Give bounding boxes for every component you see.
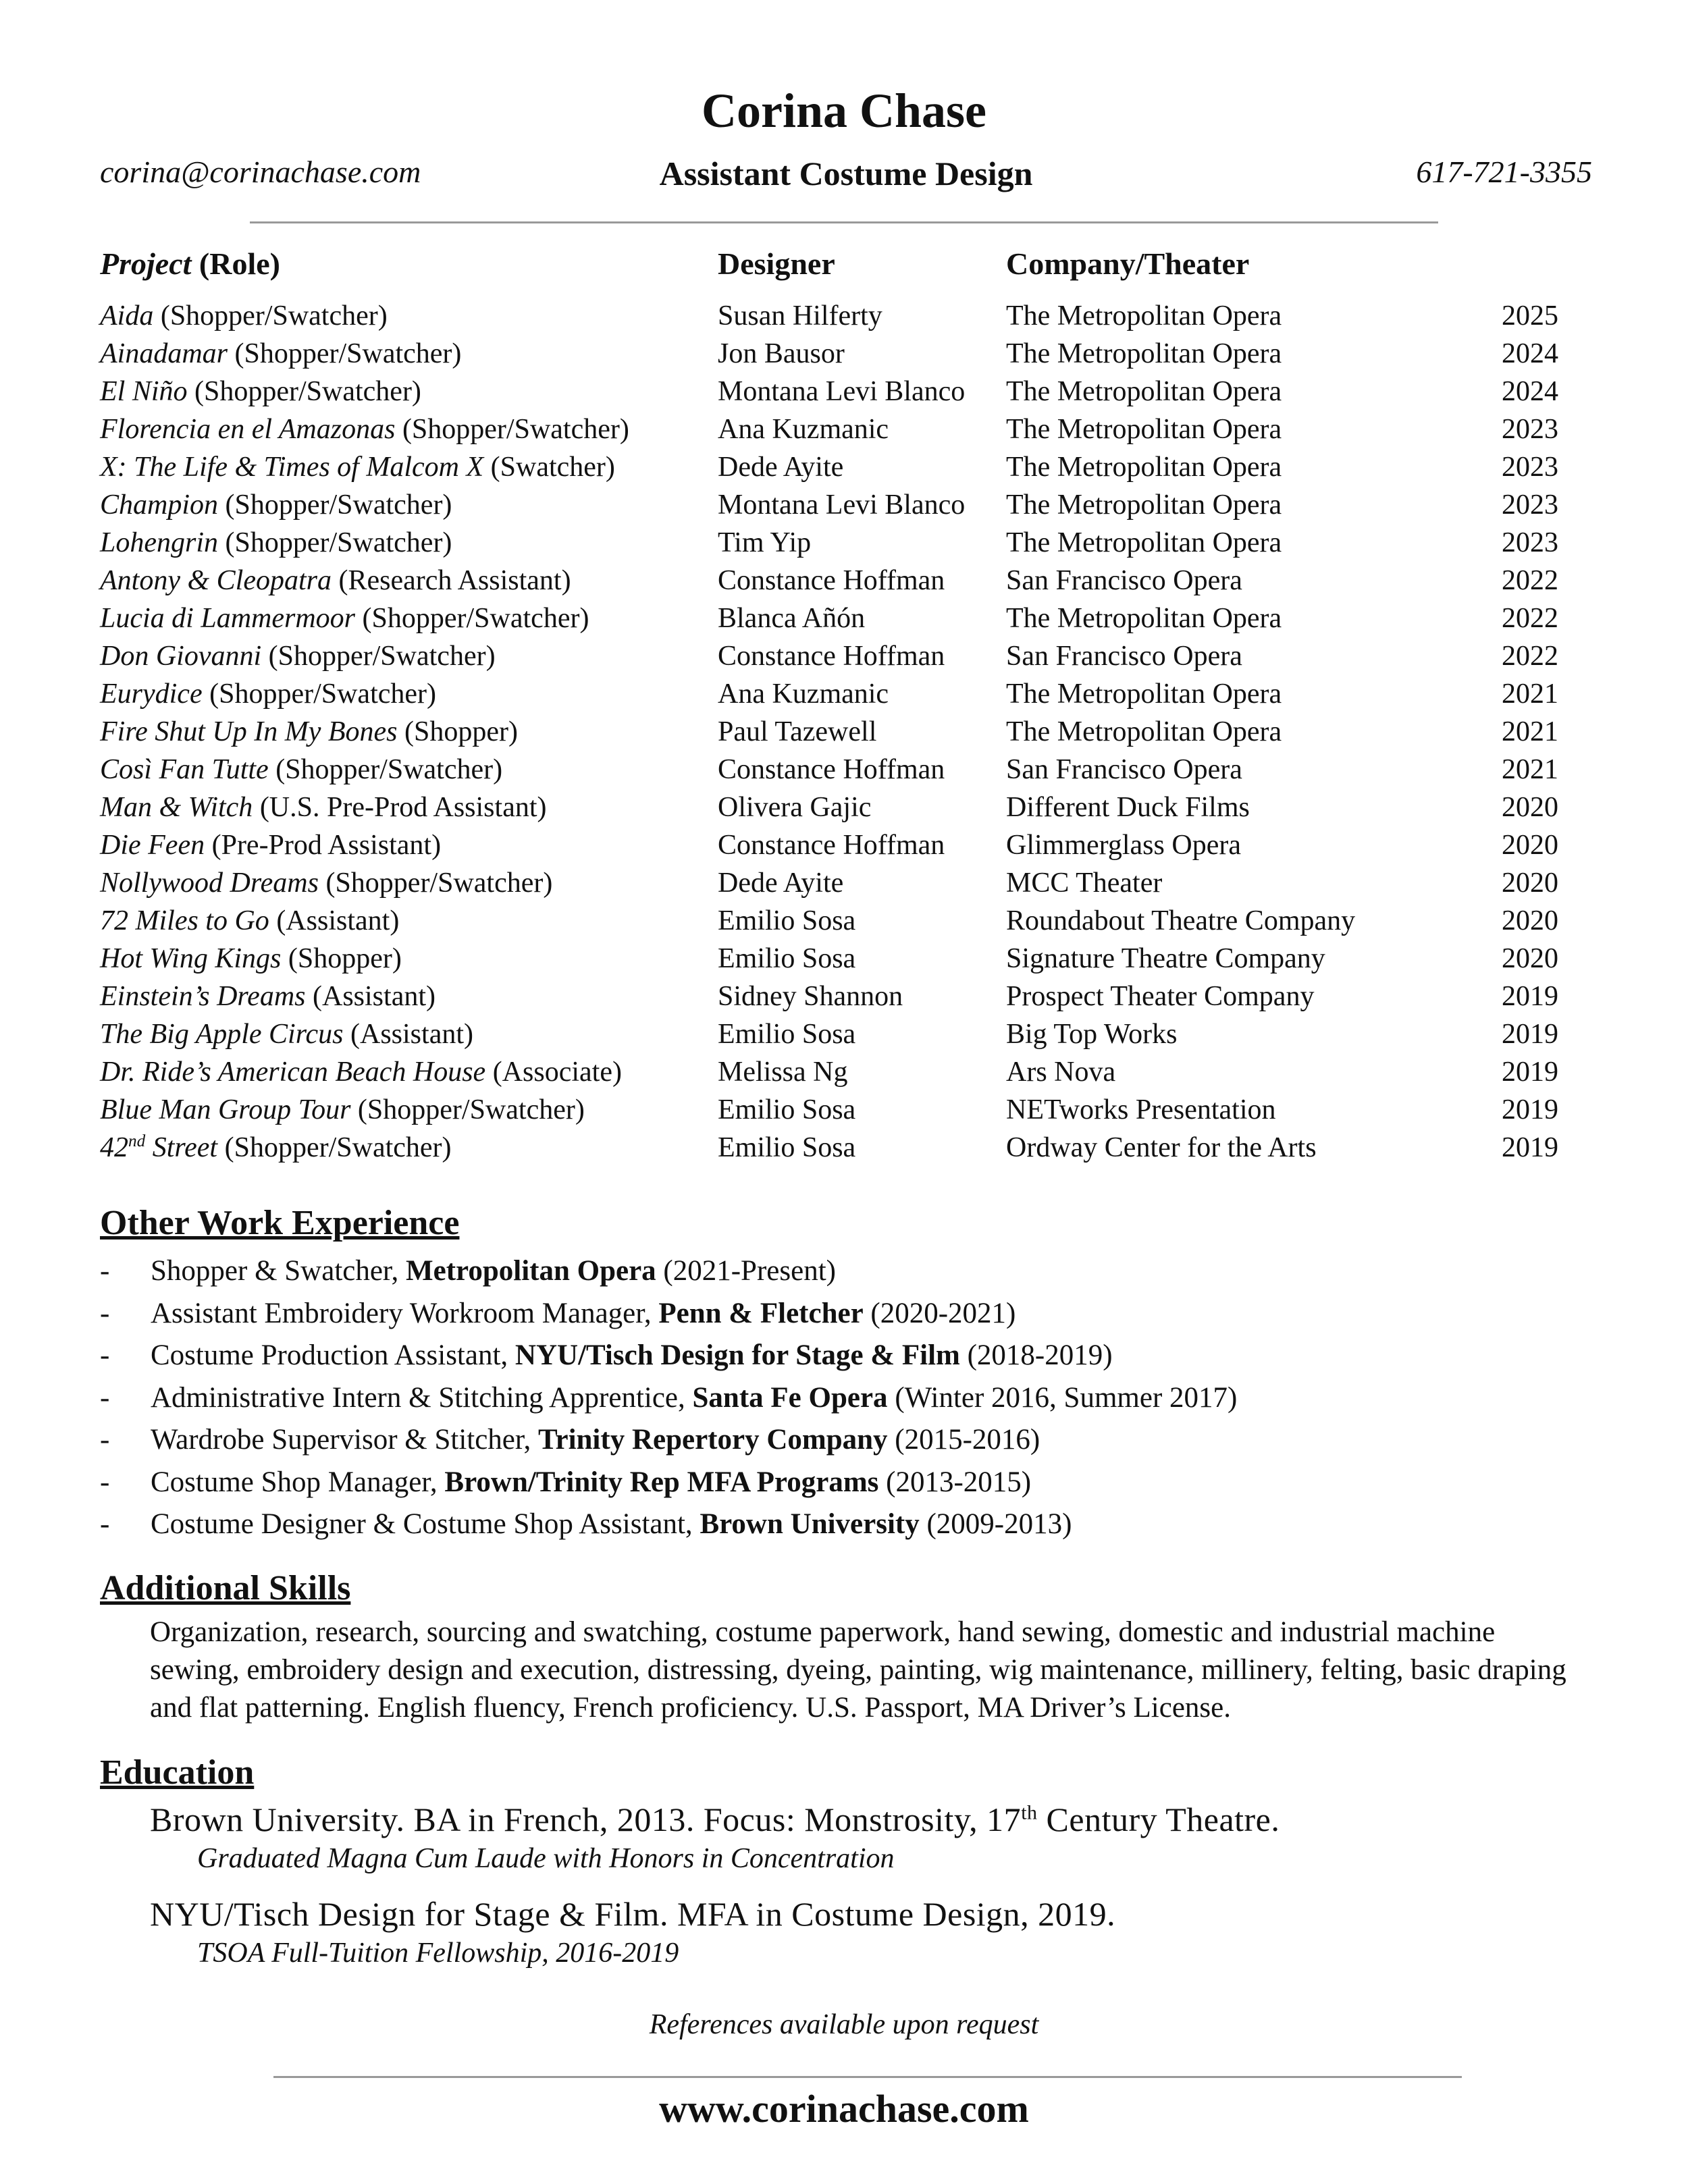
experience-org: Trinity Repertory Company (538, 1424, 888, 1456)
table-row (100, 789, 1558, 826)
credit-title: Hot Wing Kings (100, 943, 282, 974)
skills-title: Additional Skills (100, 1569, 351, 1607)
credit-company: The Metropolitan Opera (1006, 452, 1282, 483)
credit-project (100, 789, 547, 826)
credit-year: 2019 (1502, 1019, 1558, 1050)
credit-title: X: The Life & Times of Malcom X (100, 452, 484, 483)
credit-designer: Ana Kuzmanic (718, 678, 889, 710)
credit-designer: Blanca Añón (718, 603, 866, 634)
credit-company: The Metropolitan Opera (1006, 376, 1282, 407)
table-row (100, 940, 1558, 978)
credit-year: 2023 (1502, 489, 1558, 521)
credit-role: (Shopper/Swatcher) (402, 414, 629, 445)
credit-year: 2023 (1502, 527, 1558, 558)
references-note: References available upon request (649, 2009, 1039, 2040)
credit-role: (Pre-Prod Assistant) (211, 830, 442, 861)
credit-project (100, 1053, 622, 1091)
credit-project (100, 713, 518, 751)
list-item (100, 1462, 1585, 1504)
table-row (100, 410, 1558, 448)
credit-year: 2020 (1502, 830, 1558, 861)
credit-role: (Shopper/Swatcher) (160, 300, 388, 331)
header-designer: Designer (718, 246, 835, 281)
table-row (100, 902, 1558, 940)
credit-designer: Emilio Sosa (718, 1132, 856, 1163)
credit-project (100, 297, 388, 335)
credit-role: (Research Assistant) (338, 565, 571, 596)
credit-project (100, 448, 615, 486)
credit-company: Signature Theatre Company (1006, 943, 1325, 974)
header-project: Project (Role) (100, 246, 280, 281)
credit-year: 2021 (1502, 754, 1558, 785)
table-row (100, 297, 1558, 335)
credit-title: Einstein’s Dreams (100, 981, 306, 1012)
credits-header (100, 244, 1558, 297)
credit-title: El Niño (100, 376, 188, 407)
credit-company: MCC Theater (1006, 868, 1163, 899)
experience-text: Administrative Intern & Stitching Apprentice, Santa Fe Opera (Winter 2016, Summer 2017) (151, 1381, 1238, 1414)
table-row (100, 600, 1558, 637)
credit-title: Florencia en el Amazonas (100, 414, 396, 445)
credit-role: (Shopper) (288, 943, 402, 974)
credit-project (100, 410, 629, 448)
table-row (100, 1015, 1558, 1053)
contact-row (100, 154, 1592, 194)
credit-title: Fire Shut Up In My Bones (100, 716, 398, 747)
table-row (100, 826, 1558, 864)
credit-title: Nollywood Dreams (100, 868, 319, 899)
education-title: Education (100, 1753, 255, 1792)
credit-year: 2022 (1502, 565, 1558, 596)
credit-company: The Metropolitan Opera (1006, 414, 1282, 445)
credit-year: 2025 (1502, 300, 1558, 331)
credit-designer: Sidney Shannon (718, 981, 903, 1012)
credit-company: The Metropolitan Opera (1006, 603, 1282, 634)
credit-project (100, 486, 452, 524)
credit-year: 2023 (1502, 452, 1558, 483)
credit-role: (Shopper) (404, 716, 518, 747)
credit-project (100, 751, 502, 789)
credit-title: Don Giovanni (100, 641, 262, 672)
credit-company: The Metropolitan Opera (1006, 527, 1282, 558)
experience-org: NYU/Tisch Design for Stage & Film (515, 1339, 960, 1371)
credit-designer: Melissa Ng (718, 1057, 848, 1088)
experience-text: Costume Shop Manager, Brown/Trinity Rep MFA Programs (2013-2015) (151, 1466, 1032, 1498)
credit-role: (Shopper/Swatcher) (209, 678, 436, 710)
credit-year: 2019 (1502, 981, 1558, 1012)
credit-designer: Susan Hilferty (718, 300, 882, 331)
skills-text: Organization, research, sourcing and swatching, costume paperwork, hand sewing, domestic and industrial machine sewing, embroidery design and execution, distressing, dyeing, painting, wig maintenance, millinery, felting, basic draping and flat patterning. English fluency, French proficiency. U.S. Passport, MA Driver’s License. (150, 1616, 1566, 1724)
credit-role: (Associate) (492, 1057, 622, 1088)
table-row (100, 1053, 1558, 1091)
credit-year: 2024 (1502, 376, 1558, 407)
credit-role: (Shopper/Swatcher) (225, 489, 452, 521)
credit-designer: Ana Kuzmanic (718, 414, 889, 445)
credit-title: Ainadamar (100, 338, 228, 369)
credit-title: Così Fan Tutte (100, 754, 269, 785)
education-degree: Brown University. BA in French, 2013. Focus: Monstrosity, 17th Century Theatre. (150, 1801, 1280, 1838)
credit-role: (Shopper/Swatcher) (194, 376, 421, 407)
experience-text: Assistant Embroidery Workroom Manager, Penn & Fletcher (2020-2021) (151, 1297, 1016, 1329)
table-row (100, 335, 1558, 373)
credit-designer: Montana Levi Blanco (718, 376, 966, 407)
credit-year: 2020 (1502, 943, 1558, 974)
education-note: Graduated Magna Cum Laude with Honors in Concentration (197, 1843, 895, 1874)
experience-org: Metropolitan Opera (406, 1255, 656, 1287)
bullet-dash: - (100, 1255, 110, 1287)
credit-project (100, 864, 552, 902)
credit-designer: Emilio Sosa (718, 943, 856, 974)
bottom-divider (273, 2076, 1462, 2078)
credit-project (100, 675, 436, 713)
table-row (100, 373, 1558, 410)
credit-company: The Metropolitan Opera (1006, 300, 1282, 331)
credit-project (100, 335, 461, 373)
credit-title: Dr. Ride’s American Beach House (100, 1057, 486, 1088)
credit-designer: Tim Yip (718, 527, 812, 558)
credit-project (100, 600, 589, 637)
credit-company: San Francisco Opera (1006, 641, 1242, 672)
education-entry (150, 1799, 1568, 1877)
credit-title: Die Feen (100, 830, 205, 861)
credits-table (100, 244, 1558, 1167)
credit-company: San Francisco Opera (1006, 565, 1242, 596)
list-item (100, 1293, 1585, 1335)
credit-designer: Dede Ayite (718, 452, 844, 483)
list-item (100, 1503, 1585, 1546)
credit-title: 72 Miles to Go (100, 905, 269, 936)
credit-project (100, 637, 496, 675)
list-item (100, 1377, 1585, 1420)
table-row (100, 1129, 1558, 1167)
credit-company: The Metropolitan Opera (1006, 716, 1282, 747)
credit-title: Aida (100, 300, 154, 331)
credit-role: (Shopper/Swatcher) (224, 1132, 452, 1163)
credit-designer: Emilio Sosa (718, 1019, 856, 1050)
credit-role: (Assistant) (313, 981, 436, 1012)
table-row (100, 637, 1558, 675)
credit-project (100, 826, 441, 864)
credit-title: Champion (100, 489, 219, 521)
credit-title: Lucia di Lammermoor (100, 603, 356, 634)
bullet-dash: - (100, 1339, 110, 1371)
credit-role: (Assistant) (276, 905, 400, 936)
job-title: Assistant Costume Design (659, 155, 1033, 192)
credit-year: 2021 (1502, 678, 1558, 710)
credit-company: Big Top Works (1006, 1019, 1178, 1050)
credit-title: Man & Witch (100, 792, 253, 823)
credit-role: (Assistant) (350, 1019, 473, 1050)
credit-company: The Metropolitan Opera (1006, 489, 1282, 521)
email-link[interactable]: corina@corinachase.com (100, 155, 421, 189)
bullet-dash: - (100, 1424, 110, 1456)
credit-company: The Metropolitan Opera (1006, 338, 1282, 369)
credit-company: Ars Nova (1006, 1057, 1116, 1088)
experience-org: Penn & Fletcher (658, 1297, 864, 1329)
top-divider (250, 221, 1438, 223)
list-item (100, 1419, 1585, 1462)
credit-company: Glimmerglass Opera (1006, 830, 1241, 861)
credit-title: Eurydice (100, 678, 203, 710)
credit-role: (Swatcher) (490, 452, 615, 483)
credit-role: (Shopper/Swatcher) (325, 868, 553, 899)
credit-role: (Shopper/Swatcher) (275, 754, 503, 785)
credit-designer: Constance Hoffman (718, 565, 945, 596)
credit-role: (Shopper/Swatcher) (362, 603, 589, 634)
experience-text: Costume Production Assistant, NYU/Tisch Design for Stage & Film (2018-2019) (151, 1339, 1113, 1371)
experience-org: Brown/Trinity Rep MFA Programs (444, 1466, 879, 1498)
credit-year: 2021 (1502, 716, 1558, 747)
credit-role: (Shopper/Swatcher) (357, 1094, 585, 1125)
bullet-dash: - (100, 1508, 110, 1540)
credit-company: Different Duck Films (1006, 792, 1250, 823)
list-item (100, 1335, 1585, 1377)
credit-title: Lohengrin (100, 527, 219, 558)
credit-year: 2022 (1502, 641, 1558, 672)
credit-project (100, 562, 571, 600)
credit-role: (U.S. Pre-Prod Assistant) (259, 792, 547, 823)
credit-project (100, 524, 452, 562)
credit-title: Antony & Cleopatra (100, 565, 332, 596)
credit-project (100, 1015, 473, 1053)
list-item (100, 1250, 1585, 1293)
credit-rows (100, 297, 1558, 1167)
credit-year: 2019 (1502, 1132, 1558, 1163)
credit-designer: Constance Hoffman (718, 754, 945, 785)
website-link[interactable]: www.corinachase.com (659, 2087, 1029, 2131)
credit-designer: Montana Levi Blanco (718, 489, 966, 521)
table-row (100, 562, 1558, 600)
table-row (100, 713, 1558, 751)
other-work-list (100, 1250, 1585, 1546)
bullet-dash: - (100, 1381, 110, 1414)
credit-designer: Constance Hoffman (718, 641, 945, 672)
credit-project (100, 902, 399, 940)
credit-company: Roundabout Theatre Company (1006, 905, 1356, 936)
credit-title: The Big Apple Circus (100, 1019, 344, 1050)
credit-year: 2019 (1502, 1094, 1558, 1125)
experience-org: Santa Fe Opera (692, 1381, 888, 1414)
credit-designer: Paul Tazewell (718, 716, 877, 747)
credit-role: (Shopper/Swatcher) (234, 338, 462, 369)
credit-year: 2020 (1502, 792, 1558, 823)
bullet-dash: - (100, 1297, 110, 1329)
credit-role: (Shopper/Swatcher) (268, 641, 496, 672)
credit-year: 2024 (1502, 338, 1558, 369)
credit-company: Prospect Theater Company (1006, 981, 1315, 1012)
credit-role: (Shopper/Swatcher) (225, 527, 452, 558)
table-row (100, 1091, 1558, 1129)
table-row (100, 675, 1558, 713)
credit-year: 2019 (1502, 1057, 1558, 1088)
credit-year: 2020 (1502, 905, 1558, 936)
credit-company: Ordway Center for the Arts (1006, 1132, 1317, 1163)
credit-designer: Emilio Sosa (718, 905, 856, 936)
table-row (100, 448, 1558, 486)
table-row (100, 978, 1558, 1015)
credit-title: 42nd Street (100, 1132, 218, 1163)
credit-company: The Metropolitan Opera (1006, 678, 1282, 710)
education-note: TSOA Full-Tuition Fellowship, 2016-2019 (197, 1938, 679, 1969)
education-entry (150, 1894, 1568, 1972)
credit-year: 2023 (1502, 414, 1558, 445)
credit-designer: Jon Bausor (718, 338, 845, 369)
experience-org: Brown University (700, 1508, 920, 1540)
credit-project (100, 940, 402, 978)
experience-text: Wardrobe Supervisor & Stitcher, Trinity Repertory Company (2015-2016) (151, 1424, 1040, 1456)
table-row (100, 864, 1558, 902)
bullet-dash: - (100, 1466, 110, 1498)
experience-text: Costume Designer & Costume Shop Assistant, Brown University (2009-2013) (151, 1508, 1072, 1540)
credit-project (100, 373, 421, 410)
credit-designer: Olivera Gajic (718, 792, 872, 823)
credit-project (100, 1091, 585, 1129)
credit-designer: Constance Hoffman (718, 830, 945, 861)
credit-company: NETworks Presentation (1006, 1094, 1276, 1125)
credit-designer: Emilio Sosa (718, 1094, 856, 1125)
table-row (100, 751, 1558, 789)
header-company: Company/Theater (1006, 246, 1250, 281)
phone-number: 617-721-3355 (1416, 155, 1592, 189)
resume-name: Corina Chase (701, 84, 986, 138)
experience-text: Shopper & Swatcher, Metropolitan Opera (2021-Present) (151, 1255, 836, 1287)
credit-project (100, 1129, 452, 1167)
credit-designer: Dede Ayite (718, 868, 844, 899)
credit-title: Blue Man Group Tour (100, 1094, 351, 1125)
table-row (100, 486, 1558, 524)
table-row (100, 524, 1558, 562)
other-work-title: Other Work Experience (100, 1204, 460, 1242)
credit-year: 2022 (1502, 603, 1558, 634)
credit-project (100, 978, 436, 1015)
credit-company: San Francisco Opera (1006, 754, 1242, 785)
education-degree: NYU/Tisch Design for Stage & Film. MFA in Costume Design, 2019. (150, 1895, 1116, 1933)
credit-year: 2020 (1502, 868, 1558, 899)
